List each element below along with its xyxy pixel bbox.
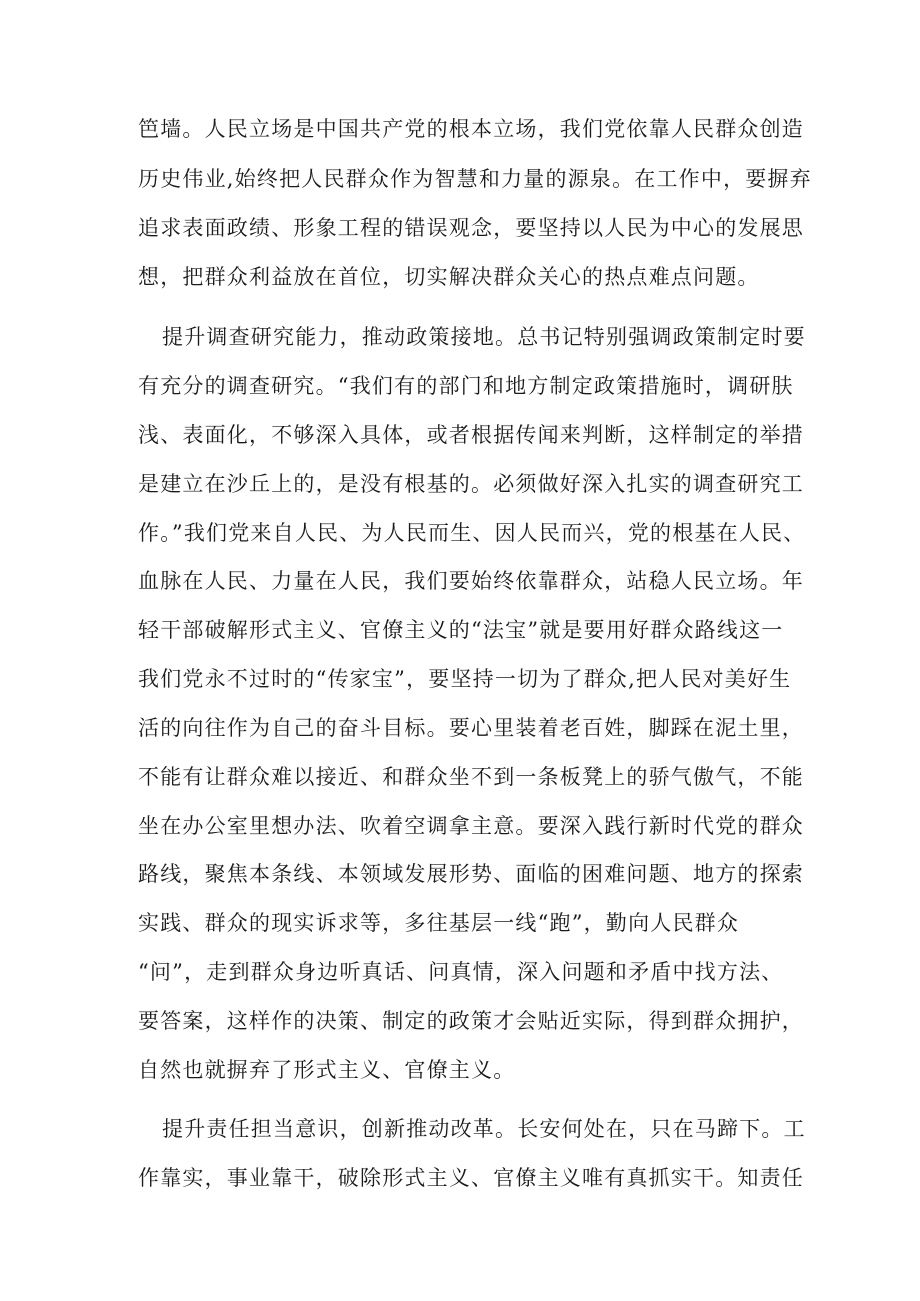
body-text-line: “问”，走到群众身边听真话、问真情，深入问题和矛盾中找方法、 (138, 960, 784, 984)
body-text-line: 自然也就摒弃了形式主义、官僚主义。 (138, 1058, 516, 1082)
body-text-line: 实践、群众的现实诉求等，多往基层一线“跑”，勤向人民群众 (138, 911, 740, 935)
body-text-line: 追求表面政绩、形象工程的错误观念，要坚持以人民为中心的发展思 (138, 216, 804, 240)
body-text-line: 历史伟业,始终把人民群众作为智慧和力量的源泉。在工作中，要摒弃 (138, 167, 812, 191)
body-text-line: 不能有让群众难以接近、和群众坐不到一条板凳上的骄气傲气，不能 (138, 765, 804, 789)
body-text-line: 要答案，这样作的决策、制定的政策才会贴近实际，得到群众拥护， (138, 1009, 804, 1033)
body-text-line: 浅、表面化，不够深入具体，或者根据传闻来判断，这样制定的举措 (138, 423, 804, 447)
body-text-line: 血脉在人民、力量在人民，我们要始终依靠群众，站稳人民立场。年 (138, 569, 804, 593)
body-text-line: 轻干部破解形式主义、官僚主义的“法宝”就是要用好群众路线这一 (138, 618, 784, 642)
body-text-line: 想，把群众利益放在首位，切实解决群众关心的热点难点问题。 (138, 265, 760, 289)
body-text-line: 活的向往作为自己的奋斗目标。要心里装着老百姓，脚踩在泥土里， (138, 716, 804, 740)
body-text-line: 笆墙。人民立场是中国共产党的根本立场，我们党依靠人民群众创造 (138, 117, 804, 141)
body-text-line: 有充分的调查研究。“我们有的部门和地方制定政策措施时，调研肤 (138, 374, 794, 398)
body-text-line: 作靠实，事业靠干，破除形式主义、官僚主义唯有真抓实干。知责任 (138, 1166, 804, 1190)
body-text-line: 路线，聚焦本条线、本领域发展形势、面临的困难问题、地方的探索 (138, 862, 804, 886)
body-text-line: 我们党永不过时的“传家宝”，要坚持一切为了群众,把人民对美好生 (138, 667, 792, 691)
body-text-line: 坐在办公室里想办法、吹着空调拿主意。要深入践行新时代党的群众 (138, 814, 804, 838)
paragraph-first-line: 提升责任担当意识，创新推动改革。长安何处在，只在马蹄下。工 (162, 1117, 806, 1141)
body-text-line: 作。”我们党来自人民、为人民而生、因人民而兴，党的根基在人民、 (138, 521, 806, 545)
paragraph-first-line: 提升调查研究能力，推动政策接地。总书记特别强调政策制定时要 (162, 325, 806, 349)
body-text-line: 是建立在沙丘上的，是没有根基的。必须做好深入扎实的调查研究工 (138, 472, 804, 496)
